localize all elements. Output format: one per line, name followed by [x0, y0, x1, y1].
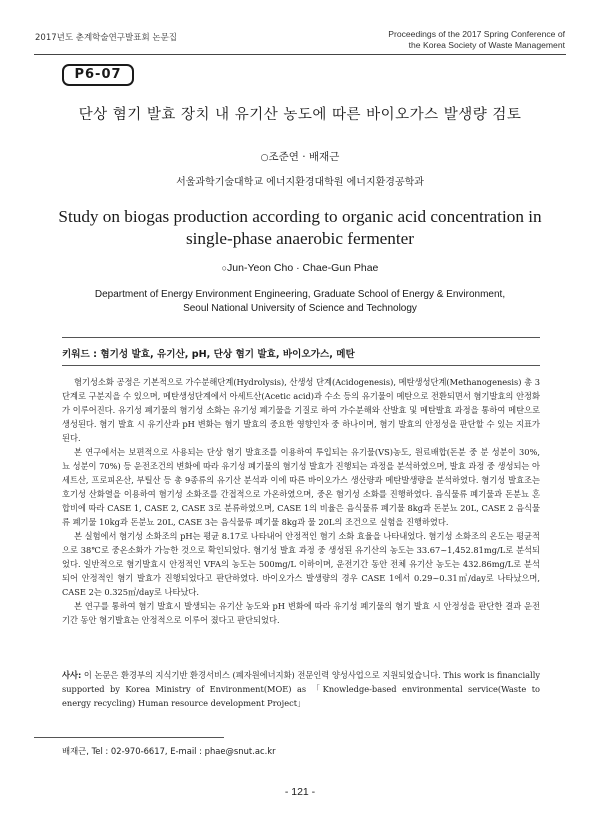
abstract-paragraph: 혐기성소화 공정은 기본적으로 가수분해단계(Hydrolysis), 산생성 단계(Acidogenesis), 메탄생성단계(Methanogenesis) 총 3단계로 구분지을 수 있으며, 메탄생성단계에서 아세트산(Acetic acid)과 수소 등의 유기물이 메탄으로 전환되면서 혐기발효의 안정화가 이루어진다. 유기성 폐기물의 혐기성 소화는 유기성 폐기물을 기질로 하여 가수분해와 산발효 및 메탄발효 과정을 통하여 메탄으로 생성된다. 혐기 발효 시 유기산과 pH 변화는 혐기 발효의 중요한 영향인자 중 하나이며, 혐기 발효의 안정성을 판단할 수 있는 지표가 된다. — [62, 377, 540, 443]
acknowledgement-label: 사사: — [62, 670, 82, 680]
keywords: 키워드 : 혐기성 발효, 유기산, pH, 단상 혐기 발효, 바이오가스, 메탄 — [62, 349, 355, 360]
paper-title-english-line1: Study on biogas production according to organic acid concentration in — [58, 207, 542, 226]
paper-title-korean: 단상 혐기 발효 장치 내 유기산 농도에 따른 바이오가스 발생량 검토 — [78, 107, 522, 123]
running-header-left: 2017년도 춘계학술연구발표회 논문집 — [35, 33, 177, 43]
keywords-top-rule — [62, 337, 540, 338]
running-header-right-line2: the Korea Society of Waste Management — [408, 40, 565, 50]
acknowledgement-text: 이 논문은 환경부의 지식기반 환경서비스 (폐자원에너지화) 전문인력 양성사업으로 지원되었습니다. This work is financially supported by Korea Ministry of Environment(MOE) as 「Knowledge-based environmental service(Waste to energy recycling) Human resource development Project」 — [62, 670, 540, 708]
affiliation-english-line1: Department of Energy Environment Engineering, Graduate School of Energy & Environment, — [94, 289, 506, 300]
affiliation-korean: 서울과학기술대학교 에너지환경대학원 에너지환경공학과 — [176, 177, 424, 188]
page-number: - 121 - — [284, 786, 316, 798]
authors-english-names: Jun-Yeon Cho · Chae-Gun Phae — [227, 262, 379, 274]
affiliation-english-line2: Seoul National University of Science and Technology — [183, 303, 417, 314]
abstract-paragraph: 본 연구에서는 보편적으로 사용되는 단상 혐기 발효조를 이용하여 투입되는 유기물(VS)농도, 원료배합(돈분 중 분 성분이 30%, 뇨 성분이 70%) 등 운전조건의 변화에 따라 유기성 폐기물의 혐기성 발효가 진행되는 과정을 분석하였으며, 발효 과정 중 생성되는 아세트산, 프로피온산, 부틸산 등 총 9종류의 유기산 분석과 이에 따른 바이오가스 생산량과 메탄발생량을 분석하였다. 혐기성 발효조는 호기성 산화열을 이용하여 혐기성 소화조를 간접적으로 가온하였으며, 중온 혐기성 소화를 진행하였다. 음식물류 폐기물과 돈분뇨 혼합비에 따라 CASE 1, CASE 2, CASE 3로 분류하였으며, CASE 1의 비율은 음식물류 폐기물 8kg과 돈분뇨 20L, CASE 2 음식물류 폐기물 10kg과 돈분뇨 20L, CASE 3는 음식물류 폐기물 8kg과 물 20L의 조건으로 실험을 진행하였다. — [62, 447, 540, 527]
keywords-bottom-rule — [62, 365, 540, 366]
abstract-body — [62, 375, 540, 627]
running-header-right — [388, 29, 565, 51]
presenter-marker: ○ — [260, 153, 269, 163]
corresponding-author-footnote: 배재근, Tel : 02-970-6617, E-mail : phae@snut.ac.kr — [62, 746, 276, 756]
paper-code-badge: P6-07 — [62, 64, 134, 86]
header-divider — [34, 54, 566, 55]
running-header-right-line1: Proceedings of the 2017 Spring Conference of — [388, 29, 565, 39]
authors-korean — [0, 149, 600, 164]
presenter-marker-english: ○ — [221, 263, 228, 273]
affiliation-english — [0, 288, 600, 316]
abstract-paragraph: 본 실험에서 혐기성 소화조의 pH는 평균 8.17로 나타내어 안정적인 혐기 소화 효율을 나타내었다. 혐기성 소화조의 온도는 평균적으로 38℃로 중온소화가 가능한 것으로 확인되었다. 혐기성 발효 과정 중 생성된 유기산의 농도는 33.67~1,452.81mg/L로 분석되었다. 일반적으로 혐기발효시 안정적인 VFA의 농도는 500mg/L 이하이며, 운전기간 동안 전체 유기산 농도는 432.86mg/L로 분석되어 안정적인 혐기 발효가 진행되었다고 판단하였다. 바이오가스 발생량의 경우 CASE 1에서 0.29~0.31㎥/day로 나타났으며, CASE 2는 0.325㎥/day로 나타났다. — [62, 531, 540, 597]
footnote-divider — [34, 737, 224, 738]
acknowledgement — [62, 668, 540, 710]
authors-english — [0, 262, 600, 274]
authors-korean-names: 조준연 · 배재근 — [268, 151, 340, 163]
paper-title-english-line2: single-phase anaerobic fermenter — [185, 229, 415, 248]
paper-title-english — [0, 206, 600, 250]
abstract-paragraph: 본 연구를 통하여 혐기 발효시 발생되는 유기산 농도와 pH 변화에 따라 유기성 폐기물의 혐기 발효 시 안정성을 판단한 결과 운전기간 동안 혐기발효는 안정적으로 이루어 졌다고 판단되었다. — [62, 601, 540, 625]
